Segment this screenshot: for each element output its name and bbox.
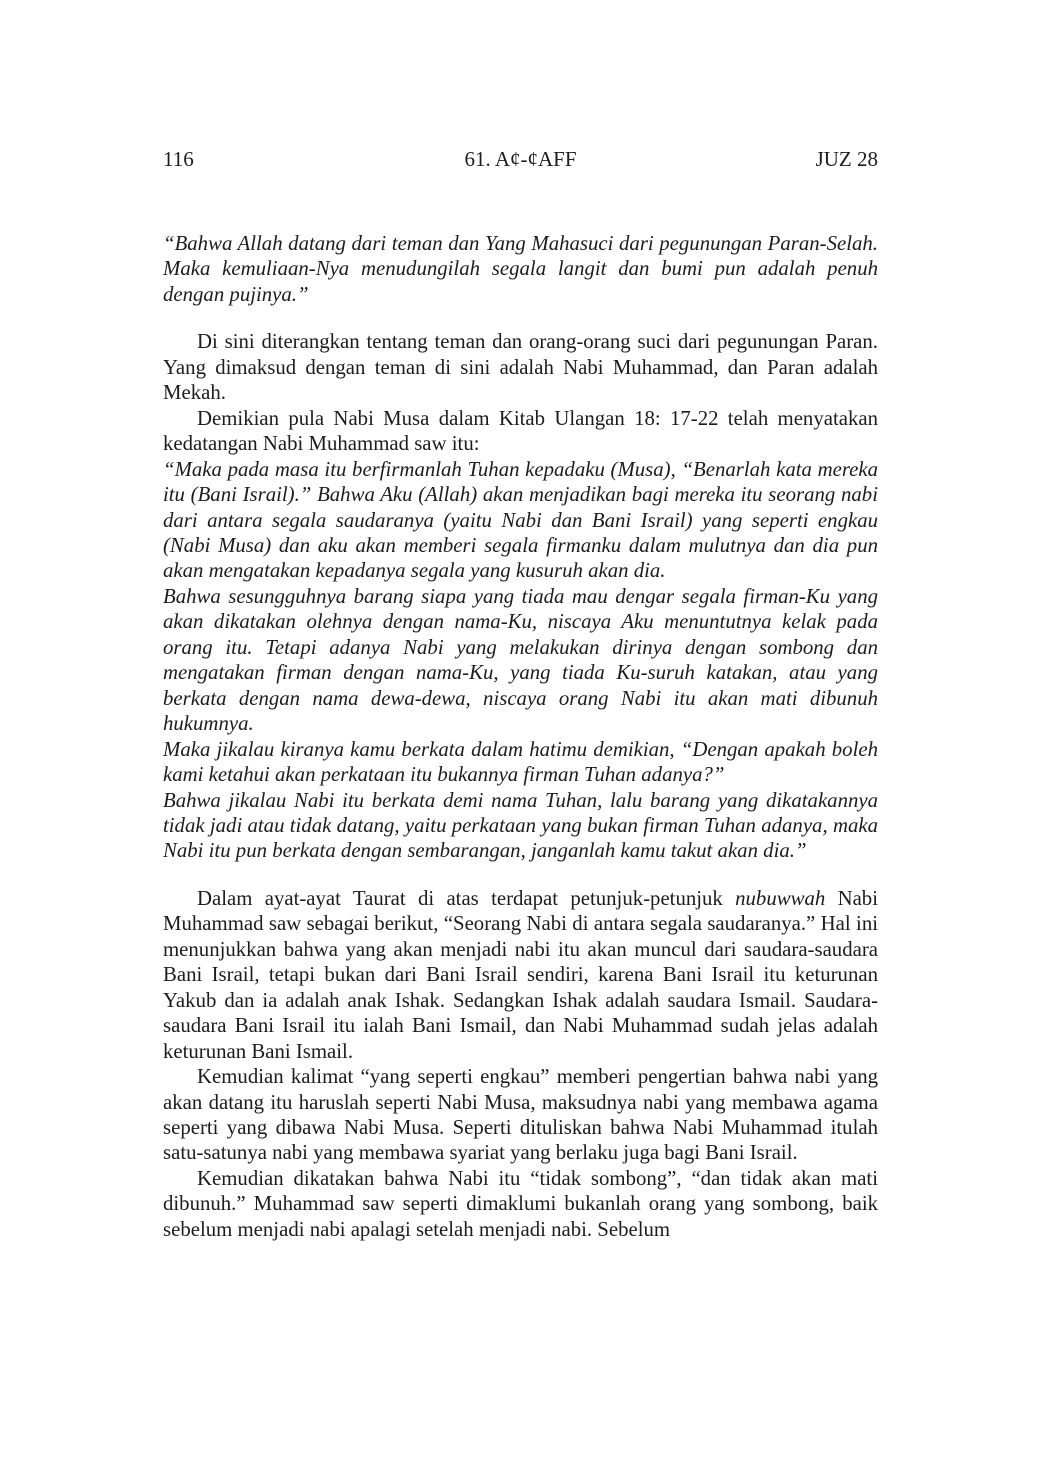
quote-ulangan-1 xyxy=(163,457,878,584)
text-run: nubuwwah xyxy=(735,886,826,910)
quote-paran-selah xyxy=(163,231,878,307)
commentary-tidak-sombong xyxy=(163,1166,878,1242)
text-run: Maka jikalau kiranya kamu berkata dalam hatimu demikian, “Dengan apakah boleh kami ketahui akan perkataan itu bukannya firman Tuhan adanya?” xyxy=(163,737,878,787)
commentary-seperti-engkau xyxy=(163,1064,878,1166)
page-number: 116 xyxy=(163,147,194,171)
page-body xyxy=(163,231,878,1242)
commentary-paran xyxy=(163,329,878,405)
quote-ulangan-4 xyxy=(163,788,878,864)
commentary-kitab-ulangan xyxy=(163,406,878,457)
text-run: Di sini diterangkan tentang teman dan orang-orang suci dari pegunungan Paran. Yang dimaksud dengan teman di sini adalah Nabi Muhammad, dan Paran adalah Mekah. xyxy=(163,330,878,405)
quote-ulangan-3 xyxy=(163,737,878,788)
text-run: “Bahwa Allah datang dari teman dan Yang Mahasuci dari pegunungan Paran-Selah. Maka kemuliaan-Nya menudungilah segala langit dan bumi pun adalah penuh dengan pujinya.” xyxy=(163,232,878,306)
text-run: Kemudian kalimat “yang seperti engkau” memberi pengertian bahwa nabi yang akan datang itu haruslah seperti Nabi Musa, maksudnya nabi yang membawa agama seperti yang dibawa Nabi Musa. Seperti dituliskan bahwa Nabi Muhammad itulah satu-satunya nabi yang membawa syariat yang berlaku juga bagi Bani Israil. xyxy=(163,1065,878,1165)
text-run: Bahwa jikalau Nabi itu berkata demi nama Tuhan, lalu barang yang dikatakannya tidak jadi atau tidak datang, yaitu perkataan yang bukan firman Tuhan adanya, maka Nabi itu pun berkata dengan sembarangan, janganlah kamu takut akan dia.” xyxy=(163,788,878,863)
text-run: Kemudian dikatakan bahwa Nabi itu “tidak sombong”, “dan tidak akan mati dibunuh.” Muhammad saw seperti dimaklumi bukanlah orang yang sombong, baik sebelum menjadi nabi apalagi setelah menjadi nabi. Sebelum xyxy=(163,1166,878,1241)
juz-label: JUZ 28 xyxy=(815,147,878,171)
quote-ulangan-2 xyxy=(163,584,878,737)
chapter-title: 61. A¢-¢AFF xyxy=(464,147,577,171)
text-run: Nabi Muhammad saw sebagai berikut, “Seorang Nabi di antara segala saudaranya.” Hal ini menunjukkan bahwa yang akan menjadi nabi itu akan muncul dari saudara-saudara Bani Israil, tetapi bukan dari Bani Israil sendiri, karena Bani Israil itu keturunan Yakub dan ia adalah anak Ishak. Sedangkan Ishak adalah saudara Ismail. Saudara-saudara Bani Israil itu ialah Bani Ismail, dan Nabi Muhammad sudah jelas adalah keturunan Bani Ismail. xyxy=(163,886,878,1063)
text-run: Dalam ayat-ayat Taurat di atas terdapat petunjuk-petunjuk xyxy=(197,886,736,910)
page-header xyxy=(163,146,878,172)
text-run: Bahwa sesungguhnya barang siapa yang tiada mau dengar segala firman-Ku yang akan dikatakan olehnya dengan nama-Ku, niscaya Aku menuntutnya kelak pada orang itu. Tetapi adanya Nabi yang melakukan dirinya dengan sombong dan mengatakan firman dengan nama-Ku, yang tiada Ku-suruh katakan, atau yang berkata dengan nama dewa-dewa, niscaya orang Nabi itu akan mati dibunuh hukumnya. xyxy=(163,584,878,736)
commentary-taurat-nubuwwah xyxy=(163,886,878,1064)
text-run: “Maka pada masa itu berfirmanlah Tuhan kepadaku (Musa), “Benarlah kata mereka itu (Bani Israil).” Bahwa Aku (Allah) akan menjadikan bagi mereka itu seorang nabi dari antara segala saudaranya (yaitu Nabi dan Bani Israil) yang seperti engkau (Nabi Musa) dan aku akan memberi segala firmanku dalam mulutnya dan dia pun akan mengatakan kepadanya segala yang kusuruh akan dia. xyxy=(163,457,878,583)
text-run: Demikian pula Nabi Musa dalam Kitab Ulangan 18: 17-22 telah menyatakan kedatangan Nabi Muhammad saw itu: xyxy=(163,406,878,456)
